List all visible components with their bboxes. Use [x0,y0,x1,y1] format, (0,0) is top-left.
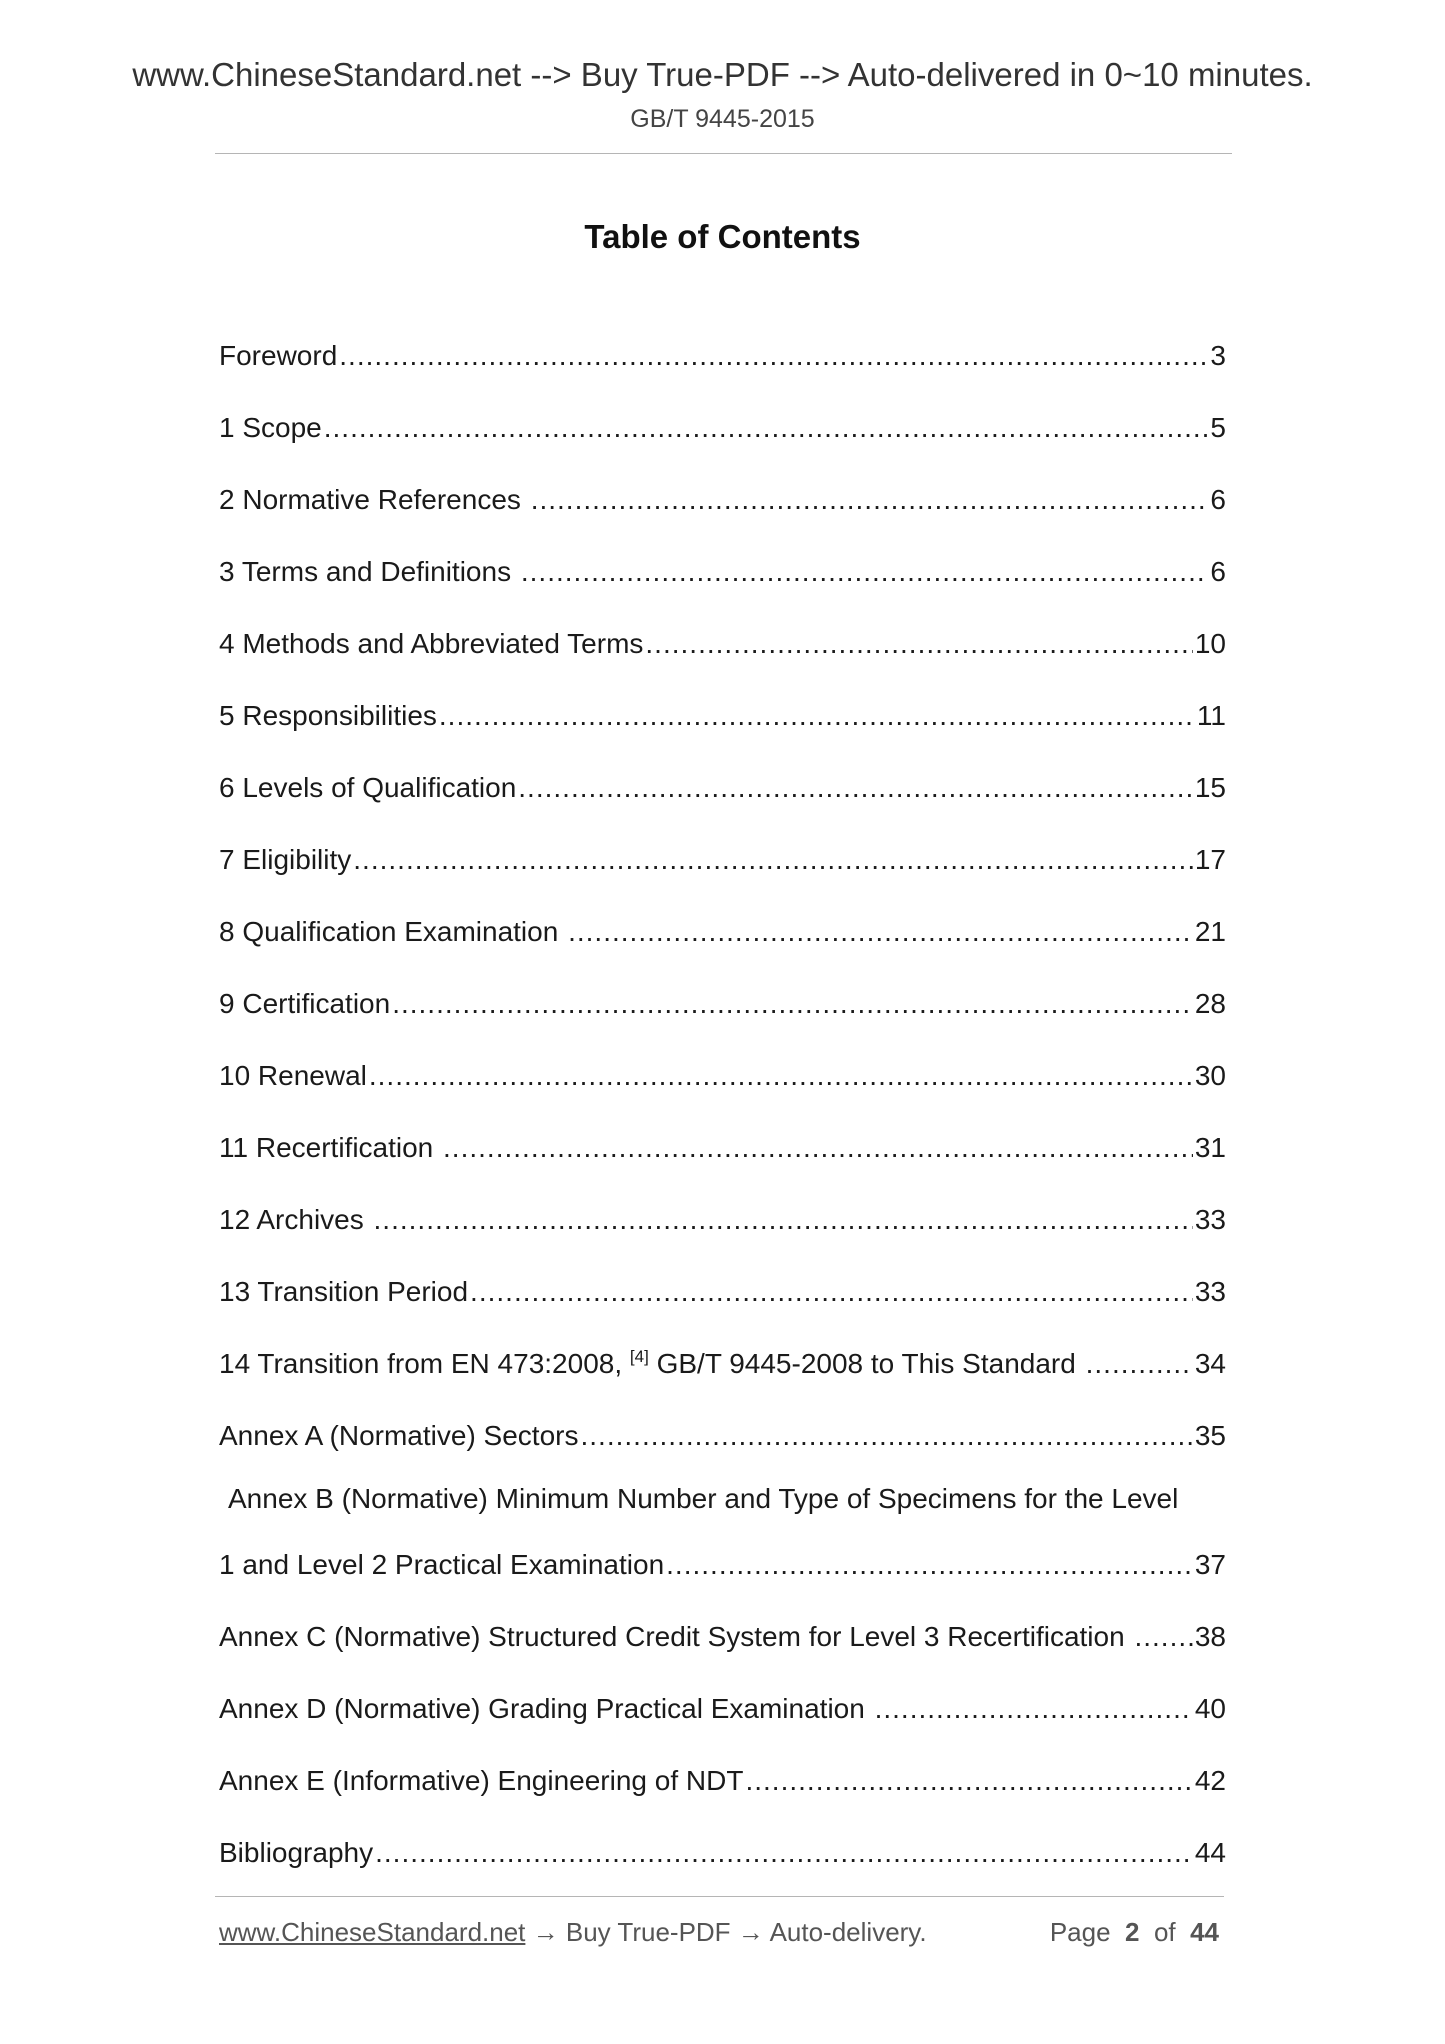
toc-leader-dots [1134,1620,1192,1654]
toc-entry-page: 10 [1194,628,1226,659]
toc-entry-transition-period[interactable] [219,1275,1226,1309]
toc-entry-label: 1 Scope [219,412,322,443]
toc-entry-page: 38 [1194,1621,1226,1652]
toc-entry-label: Foreword [219,340,338,371]
toc-entry-label: Annex E (Informative) Engineering of NDT [219,1765,744,1796]
toc-entry-renewal[interactable] [219,1059,1226,1093]
toc-entry-normative-references[interactable] [219,483,1226,517]
toc-entry-page: 37 [1194,1549,1226,1580]
toc-entry-page: 3 [1210,340,1226,371]
toc-entry-label: Annex D (Normative) Grading Practical Examination [219,1693,873,1724]
toc-entry-label-post: GB/T 9445-2008 to This Standard [648,1348,1084,1379]
toc-entry-label: 2 Normative References [219,484,529,515]
toc-leader-dots [521,555,1209,589]
toc-entry-page: 17 [1194,844,1226,875]
toc-entry-annex-c[interactable] [219,1620,1226,1654]
toc-entry-annex-b-line1[interactable]: Annex B (Normative) Minimum Number and Type of Specimens for the Level [228,1483,1179,1514]
toc-entry-page: 30 [1194,1060,1226,1091]
toc-entry-bibliography[interactable] [219,1836,1226,1870]
toc-entry-page: 6 [1210,556,1226,587]
toc-entry-page: 34 [1194,1348,1226,1379]
toc-entry-certification[interactable] [219,987,1226,1021]
toc-entry-label: 9 Certification [219,988,391,1019]
toc-leader-dots [375,1836,1193,1870]
toc-entry-label: 1 and Level 2 Practical Examination [219,1549,665,1580]
toc-entry-annex-a[interactable] [219,1419,1226,1453]
toc-entry-page: 5 [1210,412,1226,443]
footer-divider [215,1896,1224,1897]
toc-entry-page: 31 [1194,1132,1226,1163]
footer-website-link[interactable]: www.ChineseStandard.net [219,1917,526,1947]
page-footer [219,1917,1224,1948]
toc-leader-dots [392,987,1193,1021]
toc-entry-responsibilities[interactable] [219,699,1226,733]
toc-entry-label: Annex C (Normative) Structured Credit System for Level 3 Recertification [219,1621,1133,1652]
toc-leader-dots [745,1764,1192,1798]
toc-leader-dots [518,771,1193,805]
toc-entry-page: 35 [1194,1420,1226,1451]
toc-entry-annex-b[interactable] [219,1548,1226,1582]
toc-entry-recertification[interactable] [219,1131,1226,1165]
footer-left [219,1917,1050,1948]
toc-entry-label: Bibliography [219,1837,374,1868]
toc-leader-dots [1086,1347,1193,1381]
toc-entry-terms-definitions[interactable] [219,555,1226,589]
toc-entry-page: 28 [1194,988,1226,1019]
toc-entry-label: 8 Qualification Examination [219,916,567,947]
page-title: Table of Contents [584,218,861,255]
toc-entry-page: 11 [1196,700,1226,731]
toc-leader-dots [324,411,1209,445]
toc-leader-dots [443,1131,1193,1165]
toc-entry-levels[interactable] [219,771,1226,805]
page-indicator [1050,1917,1219,1948]
toc-entry-methods[interactable] [219,627,1226,661]
toc-entry-label: 4 Methods and Abbreviated Terms [219,628,644,659]
toc-entry-eligibility[interactable] [219,843,1226,877]
toc-leader-dots [568,915,1193,949]
toc-entry-page: 33 [1194,1204,1226,1235]
toc-entry-label: 7 Eligibility [219,844,352,875]
toc-leader-dots [645,627,1192,661]
toc-entry-page: 33 [1194,1276,1226,1307]
toc-entry-qualification-exam[interactable] [219,915,1226,949]
toc-leader-dots [339,339,1208,373]
toc-leader-dots [439,699,1195,733]
header-banner: www.ChineseStandard.net --> Buy True-PDF --> Auto-delivered in 0~10 minutes. [132,56,1313,93]
toc-entry-label: 11 Recertification [219,1132,442,1163]
toc-leader-dots [470,1275,1193,1309]
header-divider [215,153,1232,154]
toc-leader-dots [666,1548,1193,1582]
toc-entry-foreword[interactable] [219,339,1226,373]
toc-leader-dots [875,1692,1193,1726]
of-word: of [1153,1917,1176,1947]
toc-entry-label-pre: 14 Transition from EN 473:2008, [219,1348,630,1379]
toc-leader-dots [580,1419,1192,1453]
toc-entry-label: 10 Renewal [219,1060,367,1091]
toc-entry-label: 13 Transition Period [219,1276,469,1307]
toc-entry-page: 15 [1194,772,1226,803]
toc-entry-transition-en473[interactable] [219,1347,1226,1381]
toc-entry-page: 40 [1194,1693,1226,1724]
toc-entry-label: 3 Terms and Definitions [219,556,519,587]
toc-entry-label: Annex A (Normative) Sectors [219,1420,579,1451]
total-pages-number: 44 [1190,1917,1219,1947]
citation-superscript: [4] [629,1347,649,1366]
toc-entry-label: 5 Responsibilities [219,700,437,731]
toc-entry-label: 6 Levels of Qualification [219,772,517,803]
toc-entry-page: 42 [1194,1765,1226,1796]
toc-entry-archives[interactable] [219,1203,1226,1237]
toc-entry-label [219,1347,1084,1381]
toc-leader-dots [374,1203,1193,1237]
toc-leader-dots [531,483,1209,517]
footer-tagline: → Buy True-PDF → Auto-delivery. [525,1917,927,1947]
toc-leader-dots [369,1059,1193,1093]
toc-entry-page: 21 [1194,916,1226,947]
toc-leader-dots [353,843,1193,877]
current-page-number: 2 [1125,1917,1140,1947]
document-code: GB/T 9445-2015 [630,105,815,133]
toc-entry-annex-e[interactable] [219,1764,1226,1798]
toc-entry-annex-d[interactable] [219,1692,1226,1726]
toc-entry-page: 44 [1194,1837,1226,1868]
toc-entry-label: 12 Archives [219,1204,372,1235]
page-word: Page [1049,1917,1111,1947]
toc-entry-scope[interactable] [219,411,1226,445]
toc-entry-page: 6 [1210,484,1226,515]
